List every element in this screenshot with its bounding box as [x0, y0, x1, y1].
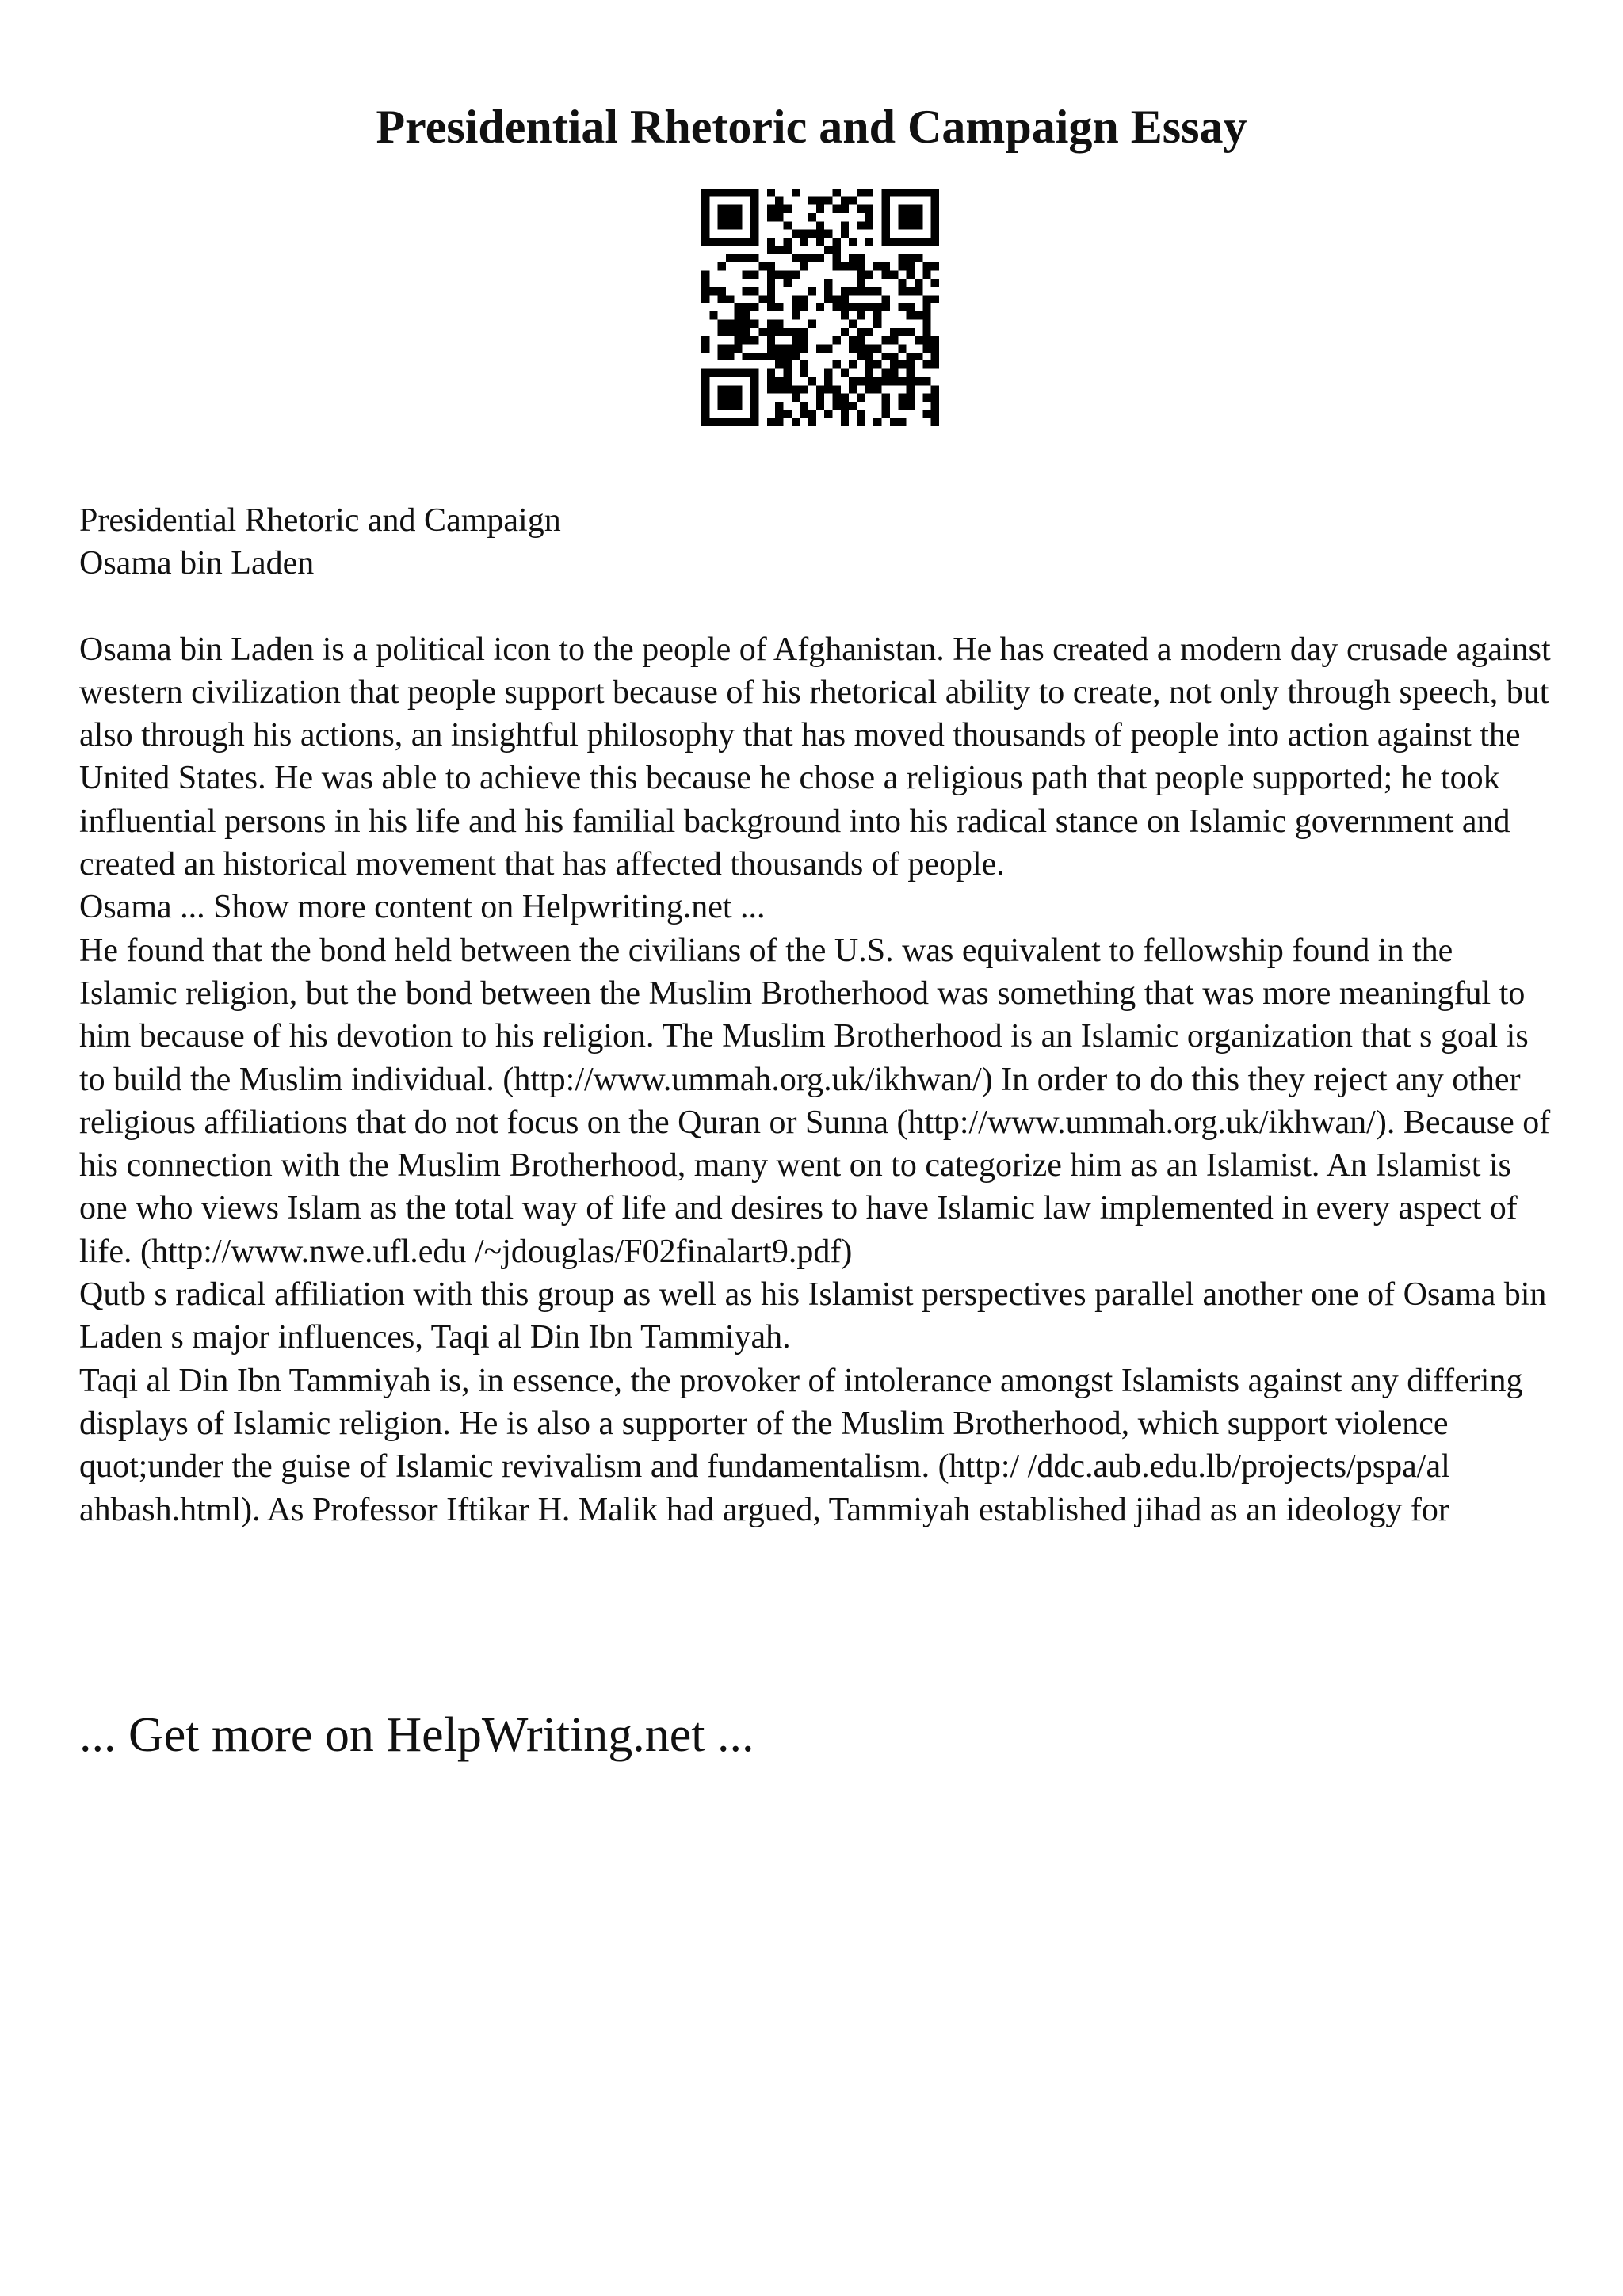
qr-code-image[interactable]	[701, 189, 939, 426]
get-more-link[interactable]: ... Get more on HelpWriting.net ...	[79, 1708, 754, 1762]
document-title: Presidential Rhetoric and Campaign Essay	[376, 101, 1247, 153]
header-line-title: Presidential Rhetoric and Campaign	[79, 502, 561, 539]
show-more-link[interactable]: Osama ... Show more content on Helpwriting.net ...	[79, 889, 766, 926]
paragraph-tammiyah: Taqi al Din Ibn Tammiyah is, in essence, the provoker of intolerance amongst Islamists against any differing displays of Islamic religion. He is also a supporter of the Muslim Brotherhood, which support violence quot;under the guise of Islamic revivalism and fundamentalism. (http:/ /ddc.aub.edu.lb/projects/pspa/al ahbash.html). As Professor Iftikar H. Malik had argued, Tammiyah established jihad as an ideology for	[79, 1362, 1523, 1528]
document-body	[79, 499, 1553, 1531]
paragraph-qutb: Qutb s radical affiliation with this group as well as his Islamist perspectives parallel another one of Osama bin Laden s major influences, Taqi al Din Ibn Tammiyah.	[79, 1276, 1547, 1356]
paragraph-brotherhood: He found that the bond held between the civilians of the U.S. was equivalent to fellowship found in the Islamic religion, but the bond between the Muslim Brotherhood was something that was more meaningful to him because of his devotion to his religion. The Muslim Brotherhood is an Islamic organization that s goal is to build the Muslim individual. (http://www.ummah.org.uk/ikhwan/) In order to do this they reject any other religious affiliations that do not focus on the Quran or Sunna (http://www.ummah.org.uk/ikhwan/). Because of his connection with the Muslim Brotherhood, many went on to categorize him as an Islamist. An Islamist is one who views Islam as the total way of life and desires to have Islamic law implemented in every aspect of life. (http://www.nwe.ufl.edu /~jdouglas/F02finalart9.pdf)	[79, 932, 1551, 1270]
header-line-author: Osama bin Laden	[79, 545, 315, 582]
spacer	[79, 585, 1553, 628]
paragraph-intro: Osama bin Laden is a political icon to the people of Afghanistan. He has created a modern day crusade against western civilization that people support because of his rhetorical ability to create, not only through speech, but also through his actions, an insightful philosophy that has moved thousands of people into action against the United States. He was able to achieve this because he chose a religious path that people supported; he took influential persons in his life and his familial background into his radical stance on Islamic government and created an historical movement that has affected thousands of people.	[79, 631, 1551, 883]
qr-code-graphic	[701, 189, 939, 426]
